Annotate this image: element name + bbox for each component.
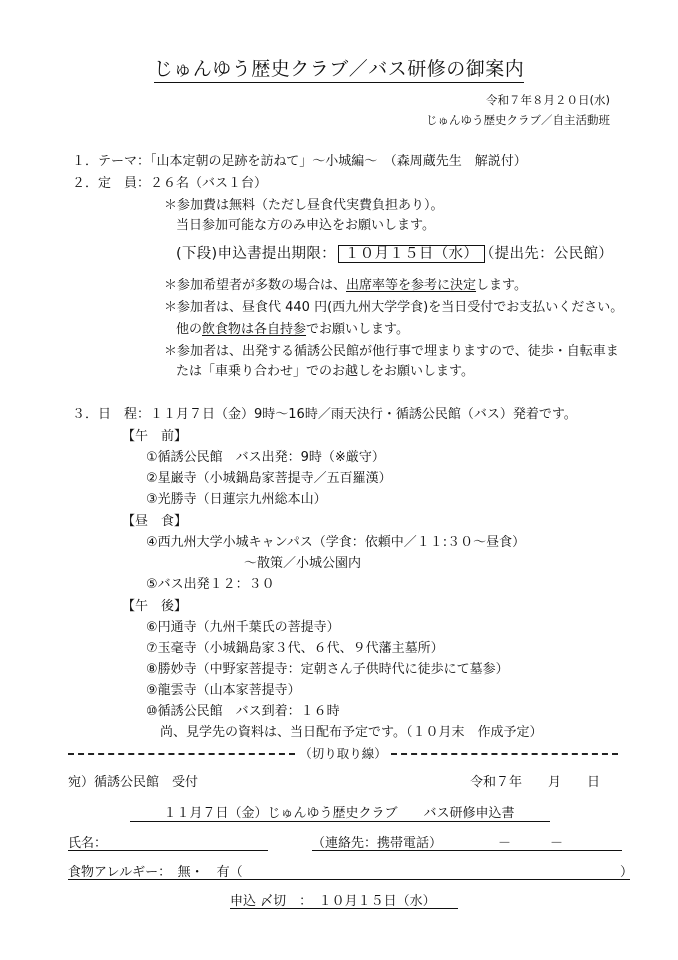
contact-field-line[interactable] [312,850,622,851]
cut-line-label: （切り取り線） [299,746,387,761]
drinks-note-c: でお願いします。 [306,322,409,337]
selection-note-b: 出席率等を参考に決定 [346,278,477,293]
organizer: じゅんゆう歴史クラブ／自主活動班 [426,113,610,127]
contact-label: （連絡先：携帯電話） [312,836,443,851]
schedule-label: ３．日 程： [72,407,151,422]
am-stop-1: ①循誘公民館 バス出発：9時（※厳守） [146,450,385,465]
pm-header: 【午 後】 [122,599,188,614]
am-header: 【午 前】 [122,429,188,444]
selection-note-a: ＊参加希望者が多数の場合は、 [164,278,347,293]
lunch-fee-note: ＊参加者は、昼食代 440 円(西九州大学学食)を当日受付でお支払いください。 [164,300,624,315]
pm-stop-4: ⑨龍雲寺（山本家菩提寺） [146,683,301,698]
form-heading-underline [130,821,550,822]
drinks-note [176,318,409,337]
fee-note: ＊参加費は無料（ただし昼食代実費負担あり）。 [164,198,444,213]
name-field-line[interactable] [68,850,268,851]
lunch-stop-1: ④西九州大学小城キャンパス（学食：依頼中／１１:３０～昼食） [146,535,526,550]
allergy-field-line[interactable] [68,879,630,880]
capacity-text: ２６名（バス１台） [150,176,268,191]
pm-stop-1: ⑥円通寺（九州千葉氏の菩提寺） [146,620,340,635]
cut-line [68,744,618,762]
selection-note-c: します。 [476,278,527,293]
form-deadline: 申込 〆切 ： １０月１５日（水） [230,894,436,909]
am-stop-3: ③光勝寺（日蓮宗九州総本山） [146,492,327,507]
capacity-label: ２．定 員： [72,176,151,191]
materials-note: 尚、見学先の資料は、当日配布予定です。（１０月末 作成予定） [160,725,543,740]
deadline-submit-to: （提出先：公民館） [487,246,614,262]
lunch-header: 【昼 食】 [122,514,188,529]
allergy-close: ） [620,865,634,880]
transport-note-1: ＊参加者は、出発する循誘公民館が他行事で埋まりますので、徒歩・自転車ま [164,344,619,359]
page-title-text: じゅんゆう歴史クラブ／バス研修の御案内 [154,58,525,83]
form-deadline-underline [230,908,458,909]
schedule-row [72,403,577,422]
theme-text: 「山本定朝の足跡を訪ねて」～小城編～ （森周蔵先生 解説付） [150,154,527,169]
lunch-stop-2: ～散策／小城公園内 [244,556,362,571]
allergy-label: 食物アレルギー： 無・ 有（ [68,865,243,880]
submission-deadline [176,242,613,263]
drinks-note-a: 他の [176,322,203,337]
cut-line-dashes-right [391,753,618,755]
page-title [0,54,678,81]
drinks-note-b: 飲食物は各自持参 [202,322,307,337]
form-recipient: 宛）循誘公民館 受付 [68,775,199,790]
theme-label: １．テーマ： [72,154,151,169]
issue-date: 令和７年８月２０日(水) [486,93,610,107]
name-label: 氏名： [68,836,108,851]
pm-stop-2: ⑦玉毫寺（小城鍋島家３代、６代、９代藩主墓所） [146,641,444,656]
form-heading: １１月７日（金）じゅんゆう歴史クラブ バス研修申込書 [163,806,515,821]
contact-dashes: － － [498,836,564,851]
capacity-row [72,172,267,191]
selection-note [164,274,527,293]
deadline-date: １０月１５日（水） [338,245,485,263]
theme-row [72,150,527,169]
lunch-stop-3: ⑤バス出発１２：３０ [146,577,275,592]
schedule-text: １１月７日（金）9時～16時／雨天決行・循誘公民館（バス）発着です。 [150,407,577,422]
pm-stop-5: ⑩循誘公民館 バス到着：１６時 [146,704,340,719]
am-stop-2: ②星巌寺（小城鍋島家菩提寺／五百羅漢） [146,471,392,486]
deadline-prefix: (下段)申込書提出期限： [176,246,336,262]
sameday-note: 当日参加可能な方のみ申込をお願いします。 [176,218,435,233]
transport-note-2: たは「車乗り合わせ」でのお越しをお願いします。 [176,364,474,379]
form-date: 令和７年 月 日 [470,775,601,790]
pm-stop-3: ⑧勝妙寺（中野家菩提寺：定朝さん子供時代に徒歩にて墓参） [146,662,509,677]
cut-line-dashes-left [68,753,295,755]
